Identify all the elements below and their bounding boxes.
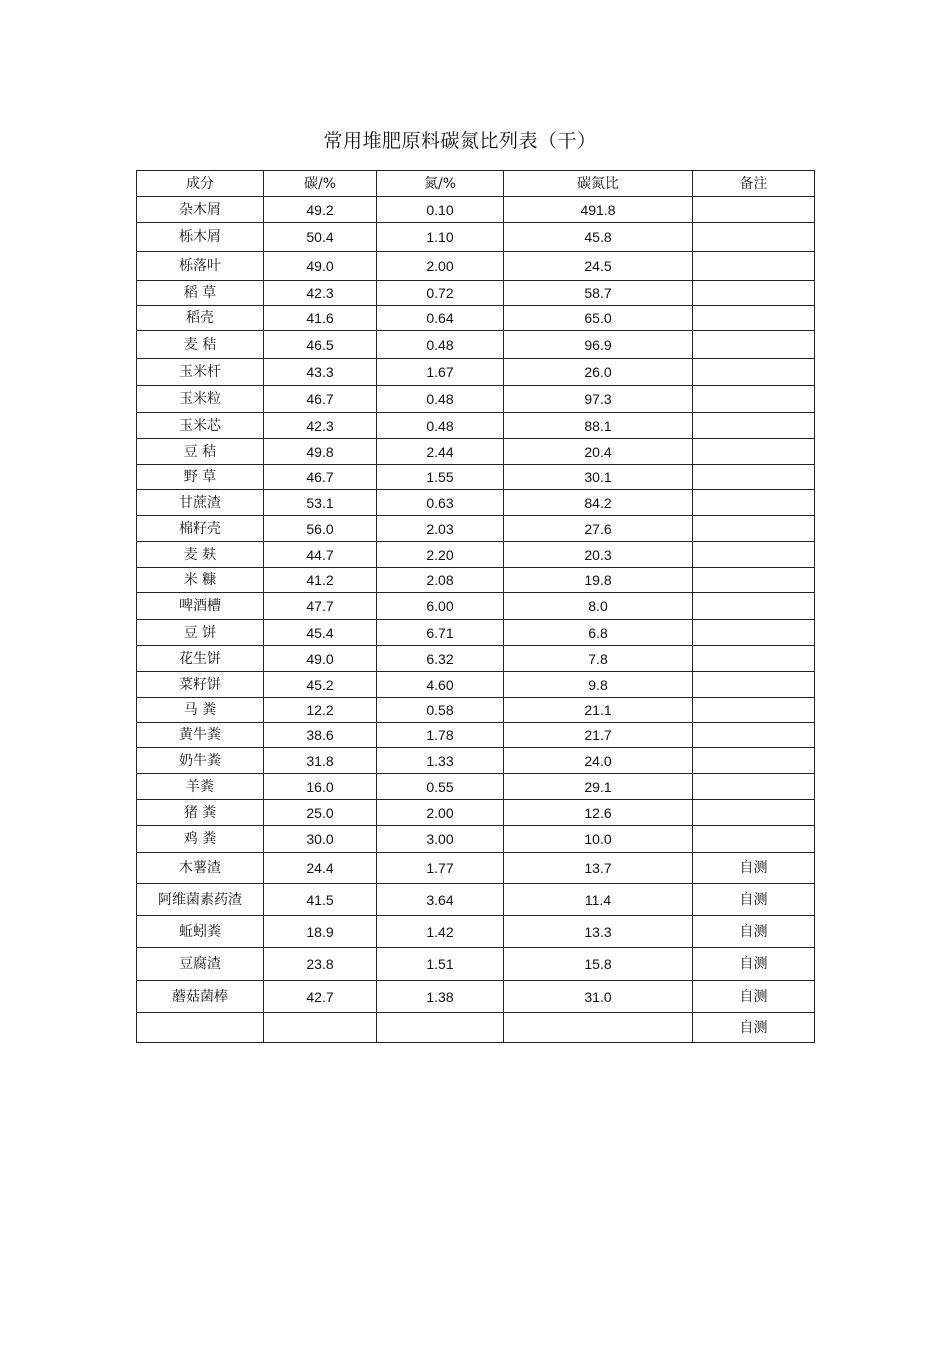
cell-nitrogen: 0.48 [377, 331, 504, 359]
cell-note [693, 252, 815, 281]
header-carbon: 碳/% [264, 171, 377, 197]
cell-ratio: 13.3 [504, 916, 693, 948]
table-header-row [137, 171, 815, 197]
cell-nitrogen: 0.63 [377, 490, 504, 516]
cell-name: 木薯渣 [137, 853, 264, 884]
cell-note [693, 281, 815, 306]
cell-ratio [504, 1013, 693, 1043]
cell-note [693, 197, 815, 223]
cell-ratio: 491.8 [504, 197, 693, 223]
table-row [137, 197, 815, 223]
cell-nitrogen: 1.67 [377, 359, 504, 386]
cell-ratio: 97.3 [504, 386, 693, 413]
table-row [137, 916, 815, 948]
cell-carbon: 41.2 [264, 568, 377, 593]
cell-name: 猪 粪 [137, 800, 264, 826]
cell-nitrogen: 0.55 [377, 774, 504, 800]
cell-note [693, 826, 815, 853]
cell-carbon: 53.1 [264, 490, 377, 516]
table-row [137, 542, 815, 568]
cell-nitrogen: 4.60 [377, 672, 504, 698]
cell-nitrogen: 0.48 [377, 386, 504, 413]
cell-nitrogen: 0.64 [377, 306, 504, 331]
cell-ratio: 31.0 [504, 981, 693, 1013]
cell-note: 自测 [693, 916, 815, 948]
cell-nitrogen: 6.71 [377, 620, 504, 646]
table-row [137, 386, 815, 413]
cell-nitrogen: 2.08 [377, 568, 504, 593]
header-ratio: 碳氮比 [504, 171, 693, 197]
table-row [137, 826, 815, 853]
table-row [137, 568, 815, 593]
cell-ratio: 96.9 [504, 331, 693, 359]
cell-nitrogen: 1.77 [377, 853, 504, 884]
cell-nitrogen: 0.58 [377, 698, 504, 723]
cell-name: 稻壳 [137, 306, 264, 331]
table-row [137, 413, 815, 439]
cell-carbon: 56.0 [264, 516, 377, 542]
cell-nitrogen: 2.20 [377, 542, 504, 568]
cell-nitrogen: 6.32 [377, 646, 504, 672]
cell-carbon: 50.4 [264, 223, 377, 252]
cell-ratio: 7.8 [504, 646, 693, 672]
cell-carbon: 49.8 [264, 439, 377, 465]
cell-ratio: 9.8 [504, 672, 693, 698]
carbon-nitrogen-table [136, 170, 815, 1043]
cell-note [693, 723, 815, 748]
cell-note [693, 439, 815, 465]
cell-name [137, 1013, 264, 1043]
cell-nitrogen: 0.48 [377, 413, 504, 439]
cell-carbon: 24.4 [264, 853, 377, 884]
cell-name: 栎木屑 [137, 223, 264, 252]
table-row [137, 1013, 815, 1043]
cell-ratio: 45.8 [504, 223, 693, 252]
cell-note [693, 672, 815, 698]
table-row [137, 252, 815, 281]
cell-carbon: 45.4 [264, 620, 377, 646]
cell-name: 奶牛粪 [137, 748, 264, 774]
cell-name: 麦 麸 [137, 542, 264, 568]
cell-note: 自测 [693, 884, 815, 916]
cell-name: 花生饼 [137, 646, 264, 672]
cell-carbon [264, 1013, 377, 1043]
cell-ratio: 19.8 [504, 568, 693, 593]
cell-nitrogen [377, 1013, 504, 1043]
cell-ratio: 6.8 [504, 620, 693, 646]
cell-name: 杂木屑 [137, 197, 264, 223]
cell-ratio: 21.1 [504, 698, 693, 723]
cell-ratio: 84.2 [504, 490, 693, 516]
cell-note [693, 568, 815, 593]
cell-nitrogen: 1.51 [377, 948, 504, 981]
cell-name: 豆 饼 [137, 620, 264, 646]
cell-carbon: 41.5 [264, 884, 377, 916]
cell-ratio: 27.6 [504, 516, 693, 542]
cell-name: 豆 秸 [137, 439, 264, 465]
cell-note: 自测 [693, 948, 815, 981]
cell-ratio: 21.7 [504, 723, 693, 748]
table-row [137, 593, 815, 620]
table-row [137, 331, 815, 359]
cell-note [693, 386, 815, 413]
cell-carbon: 46.7 [264, 465, 377, 490]
cell-carbon: 49.0 [264, 646, 377, 672]
cell-nitrogen: 1.38 [377, 981, 504, 1013]
cell-name: 蘑菇菌棒 [137, 981, 264, 1013]
cell-nitrogen: 1.42 [377, 916, 504, 948]
cell-ratio: 65.0 [504, 306, 693, 331]
header-note: 备注 [693, 171, 815, 197]
cell-name: 鸡 粪 [137, 826, 264, 853]
cell-note [693, 646, 815, 672]
cell-name: 栎落叶 [137, 252, 264, 281]
cell-note [693, 465, 815, 490]
cell-nitrogen: 2.03 [377, 516, 504, 542]
table-row [137, 698, 815, 723]
cell-name: 米 糠 [137, 568, 264, 593]
cell-ratio: 11.4 [504, 884, 693, 916]
cell-note [693, 413, 815, 439]
cell-name: 玉米粒 [137, 386, 264, 413]
cell-carbon: 45.2 [264, 672, 377, 698]
cell-carbon: 30.0 [264, 826, 377, 853]
cell-nitrogen: 2.00 [377, 252, 504, 281]
table-row [137, 490, 815, 516]
table-row [137, 620, 815, 646]
cell-nitrogen: 1.33 [377, 748, 504, 774]
cell-note: 自测 [693, 853, 815, 884]
cell-name: 马 粪 [137, 698, 264, 723]
cell-ratio: 15.8 [504, 948, 693, 981]
table-row [137, 223, 815, 252]
cell-carbon: 41.6 [264, 306, 377, 331]
table-row [137, 981, 815, 1013]
cell-ratio: 20.4 [504, 439, 693, 465]
cell-note [693, 542, 815, 568]
cell-name: 玉米杆 [137, 359, 264, 386]
cell-ratio: 12.6 [504, 800, 693, 826]
cell-nitrogen: 1.10 [377, 223, 504, 252]
cell-carbon: 49.0 [264, 252, 377, 281]
table-row [137, 646, 815, 672]
cell-name: 野 草 [137, 465, 264, 490]
cell-nitrogen: 6.00 [377, 593, 504, 620]
cell-ratio: 30.1 [504, 465, 693, 490]
cell-carbon: 38.6 [264, 723, 377, 748]
cell-ratio: 24.5 [504, 252, 693, 281]
table-body [137, 197, 815, 1043]
cell-name: 啤酒槽 [137, 593, 264, 620]
table-row [137, 948, 815, 981]
cell-carbon: 46.5 [264, 331, 377, 359]
cell-note [693, 223, 815, 252]
cell-name: 蚯蚓粪 [137, 916, 264, 948]
cell-name: 棉籽壳 [137, 516, 264, 542]
table-row [137, 884, 815, 916]
cell-nitrogen: 3.64 [377, 884, 504, 916]
cell-note: 自测 [693, 981, 815, 1013]
cell-note [693, 593, 815, 620]
cell-note [693, 774, 815, 800]
table-row [137, 281, 815, 306]
cell-carbon: 42.3 [264, 281, 377, 306]
cell-name: 玉米芯 [137, 413, 264, 439]
cell-name: 麦 秸 [137, 331, 264, 359]
cell-note [693, 698, 815, 723]
cell-nitrogen: 1.78 [377, 723, 504, 748]
cell-carbon: 49.2 [264, 197, 377, 223]
cell-carbon: 47.7 [264, 593, 377, 620]
table-row [137, 723, 815, 748]
table-row [137, 306, 815, 331]
cell-note [693, 748, 815, 774]
cell-ratio: 8.0 [504, 593, 693, 620]
table-row [137, 800, 815, 826]
cell-ratio: 13.7 [504, 853, 693, 884]
cell-ratio: 20.3 [504, 542, 693, 568]
cell-note [693, 490, 815, 516]
cell-nitrogen: 0.10 [377, 197, 504, 223]
table-row [137, 774, 815, 800]
cell-name: 菜籽饼 [137, 672, 264, 698]
cell-ratio: 58.7 [504, 281, 693, 306]
cell-ratio: 26.0 [504, 359, 693, 386]
cell-note [693, 620, 815, 646]
cell-ratio: 10.0 [504, 826, 693, 853]
cell-ratio: 88.1 [504, 413, 693, 439]
cell-carbon: 25.0 [264, 800, 377, 826]
cell-note [693, 331, 815, 359]
cell-carbon: 16.0 [264, 774, 377, 800]
table-row [137, 439, 815, 465]
cell-carbon: 46.7 [264, 386, 377, 413]
cell-note [693, 359, 815, 386]
cell-note [693, 516, 815, 542]
cell-name: 豆腐渣 [137, 948, 264, 981]
cell-note [693, 800, 815, 826]
page-title: 常用堆肥原料碳氮比列表（干） [323, 130, 597, 152]
cell-note: 自测 [693, 1013, 815, 1043]
table-row [137, 672, 815, 698]
cell-note [693, 306, 815, 331]
cell-carbon: 43.3 [264, 359, 377, 386]
table-row [137, 359, 815, 386]
table-row [137, 748, 815, 774]
header-name: 成分 [137, 171, 264, 197]
cell-name: 黄牛粪 [137, 723, 264, 748]
cell-nitrogen: 0.72 [377, 281, 504, 306]
cell-name: 稻 草 [137, 281, 264, 306]
cell-nitrogen: 1.55 [377, 465, 504, 490]
cell-ratio: 29.1 [504, 774, 693, 800]
cell-carbon: 18.9 [264, 916, 377, 948]
cell-carbon: 42.3 [264, 413, 377, 439]
table-row [137, 516, 815, 542]
cell-carbon: 44.7 [264, 542, 377, 568]
cell-carbon: 23.8 [264, 948, 377, 981]
cell-carbon: 31.8 [264, 748, 377, 774]
header-nitrogen: 氮/% [377, 171, 504, 197]
cell-nitrogen: 3.00 [377, 826, 504, 853]
cell-carbon: 12.2 [264, 698, 377, 723]
cell-ratio: 24.0 [504, 748, 693, 774]
cell-carbon: 42.7 [264, 981, 377, 1013]
table-row [137, 465, 815, 490]
cell-name: 羊粪 [137, 774, 264, 800]
table-row [137, 853, 815, 884]
cell-nitrogen: 2.00 [377, 800, 504, 826]
cell-name: 甘蔗渣 [137, 490, 264, 516]
cell-nitrogen: 2.44 [377, 439, 504, 465]
cell-name: 阿维菌素药渣 [137, 884, 264, 916]
